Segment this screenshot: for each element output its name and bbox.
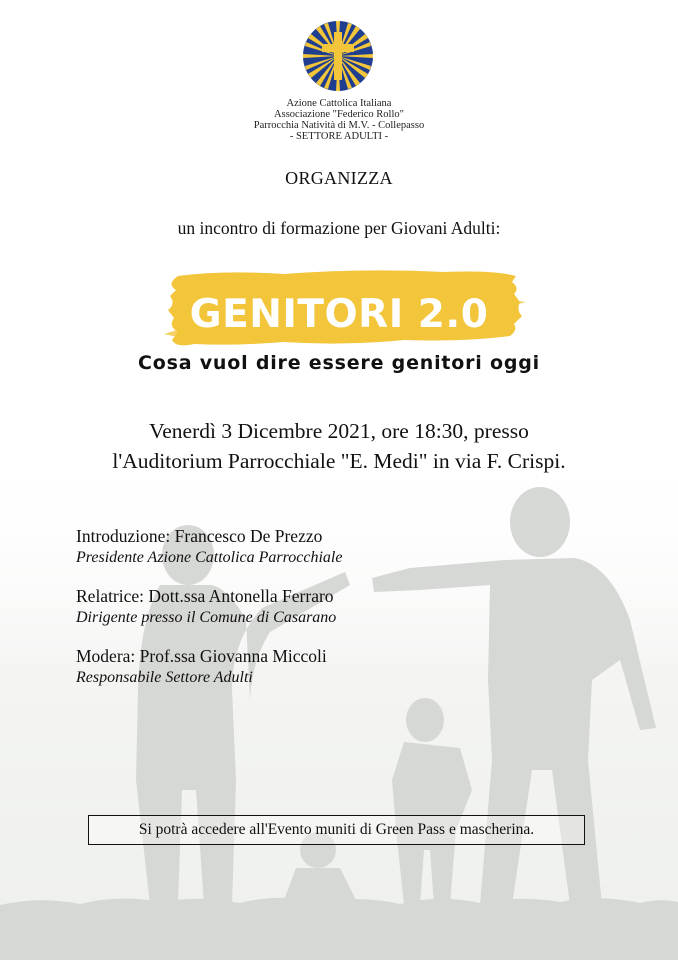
speakers-list <box>76 525 636 705</box>
speaker-role: Responsabile Settore Adulti <box>76 669 253 686</box>
event-datetime: Venerdì 3 Dicembre 2021, ore 18:30, presso <box>149 419 529 443</box>
speaker-item <box>76 525 636 568</box>
speaker-item <box>76 645 636 688</box>
speaker-item <box>76 585 636 628</box>
speaker-name: Relatrice: Dott.ssa Antonella Ferraro <box>76 586 334 606</box>
event-details <box>0 416 678 476</box>
speaker-role: Dirigente presso il Comune di Casarano <box>76 609 337 626</box>
green-pass-notice: Si potrà accedere all'Evento muniti di Green Pass e mascherina. <box>88 815 585 845</box>
azione-cattolica-cross-emblem-icon <box>302 20 374 92</box>
org-line: Parrocchia Natività di M.V. - Collepasso <box>253 120 425 131</box>
org-line: Associazione "Federico Rollo" <box>274 109 404 120</box>
event-title: GENITORI 2.0 <box>189 292 489 337</box>
organizza-heading: ORGANIZZA <box>285 168 393 188</box>
speaker-name: Introduzione: Francesco De Prezzo <box>76 526 323 546</box>
speaker-role: Presidente Azione Cattolica Parrocchiale <box>76 549 343 566</box>
organization-block <box>0 98 678 142</box>
event-subtitle: Cosa vuol dire essere genitori oggi <box>137 352 540 374</box>
org-line: - SETTORE ADULTI - <box>289 131 389 142</box>
org-line: Azione Cattolica Italiana <box>286 98 392 109</box>
intro-text: un incontro di formazione per Giovani Adulti: <box>177 218 501 238</box>
event-location: l'Auditorium Parrocchiale "E. Medi" in via F. Crispi. <box>112 449 566 473</box>
speaker-name: Modera: Prof.ssa Giovanna Miccoli <box>76 646 327 666</box>
